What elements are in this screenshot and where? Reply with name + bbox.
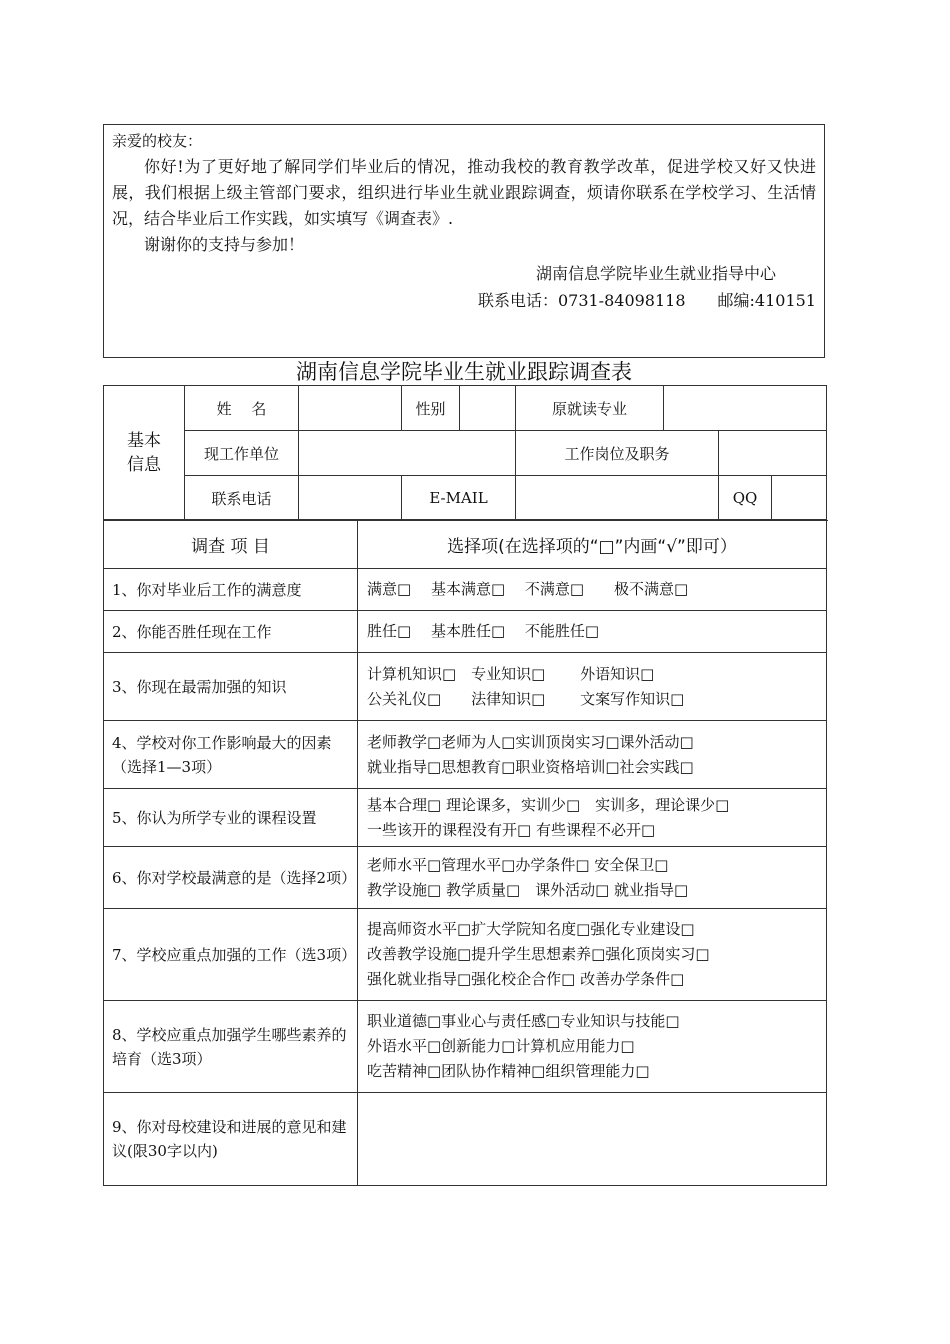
major-label: 原就读专业 xyxy=(516,386,664,431)
letter-greeting: 亲爱的校友： xyxy=(112,132,203,150)
position-label: 工作岗位及职务 xyxy=(516,431,719,476)
letter-org: 湖南信息学院毕业生就业指导中心 xyxy=(535,264,776,283)
basic-info-label: 基本信息 xyxy=(104,386,185,521)
option-line[interactable]: 吃苦精神□团队协作精神□组织管理能力□ xyxy=(367,1062,650,1080)
options-6[interactable] xyxy=(358,847,827,909)
option-line[interactable]: 教学设施□ 教学质量□ 课外活动□ 就业指导□ xyxy=(367,880,689,899)
options-1[interactable] xyxy=(358,569,827,611)
employer-label: 现工作单位 xyxy=(185,431,299,476)
question-3: 3、你现在最需加强的知识 xyxy=(104,653,358,721)
option-line[interactable]: 强化就业指导□强化校企合作□ 改善办学条件□ xyxy=(367,970,685,988)
option-line[interactable]: 职业道德□事业心与责任感□专业知识与技能□ xyxy=(367,1012,680,1030)
letter-thanks: 谢谢你的支持与参加！ xyxy=(144,235,305,254)
qq-input[interactable] xyxy=(772,476,827,521)
option-line[interactable]: 就业指导□思想教育□职业资格培训□社会实践□ xyxy=(367,757,694,776)
question-9: 9、你对母校建设和进展的意见和建议(限30字以内) xyxy=(104,1093,358,1186)
intro-letter xyxy=(103,124,825,358)
gender-input[interactable] xyxy=(460,386,516,431)
basic-info-table xyxy=(103,385,827,521)
name-input[interactable] xyxy=(299,386,402,431)
option-line[interactable]: 老师教学□老师为人□实训顶岗实习□课外活动□ xyxy=(367,732,694,751)
form-title: 湖南信息学院毕业生就业跟踪调查表 xyxy=(296,360,632,384)
option-line[interactable]: 满意□ 基本满意□ 不满意□ 极不满意□ xyxy=(367,580,689,598)
options-4[interactable] xyxy=(358,721,827,789)
phone-label: 联系电话 xyxy=(185,476,299,521)
option-line[interactable]: 公关礼仪□ 法律知识□ 文案写作知识□ xyxy=(367,689,685,708)
option-line[interactable]: 基本合理□ 理论课多，实训少□ 实训多，理论课少□ xyxy=(367,795,730,814)
letter-contact: 联系电话：0731-84098118 邮编:410151 xyxy=(477,291,816,310)
question-4: 4、学校对你工作影响最大的因素（选择1—3项） xyxy=(104,721,358,789)
gender-label: 性别 xyxy=(402,386,460,431)
question-7: 7、学校应重点加强的工作（选3项） xyxy=(104,909,358,1001)
email-input[interactable] xyxy=(516,476,719,521)
phone-input[interactable] xyxy=(299,476,402,521)
option-line[interactable]: 提高师资水平□扩大学院知名度□强化专业建设□ xyxy=(367,920,695,938)
letter-body: 你好!为了更好地了解同学们毕业后的情况，推动我校的教育教学改革，促进学校又好又快进展，我们根据上级主管部门要求，组织进行毕业生就业跟踪调查，烦请你联系在学校学习、生活情况，结合毕业后工作实践，如实填写《调查表》. xyxy=(112,157,816,228)
employer-input[interactable] xyxy=(299,431,516,476)
option-line[interactable]: 胜任□ 基本胜任□ 不能胜任□ xyxy=(367,622,600,640)
options-3[interactable] xyxy=(358,653,827,721)
suggestion-input[interactable] xyxy=(358,1093,827,1186)
question-5: 5、你认为所学专业的课程设置 xyxy=(104,789,358,847)
major-input[interactable] xyxy=(664,386,827,431)
option-line[interactable]: 改善教学设施□提升学生思想素养□强化顶岗实习□ xyxy=(367,945,710,963)
survey-item-header: 调查 项 目 xyxy=(104,520,358,569)
options-5[interactable] xyxy=(358,789,827,847)
option-line[interactable]: 计算机知识□ 专业知识□ 外语知识□ xyxy=(367,664,655,683)
option-line[interactable]: 外语水平□创新能力□计算机应用能力□ xyxy=(367,1037,635,1055)
question-8: 8、学校应重点加强学生哪些素养的培育（选3项） xyxy=(104,1001,358,1093)
question-2: 2、你能否胜任现在工作 xyxy=(104,611,358,653)
position-input[interactable] xyxy=(719,431,827,476)
survey-options-header: 选择项(在选择项的“□”内画“√”即可） xyxy=(358,520,827,569)
option-line[interactable]: 一些该开的课程没有开□ 有些课程不必开□ xyxy=(367,820,656,839)
survey-table xyxy=(103,519,827,1186)
name-label: 姓 名 xyxy=(185,386,299,431)
options-2[interactable] xyxy=(358,611,827,653)
options-7[interactable] xyxy=(358,909,827,1001)
question-6: 6、你对学校最满意的是（选择2项） xyxy=(104,847,358,909)
qq-label: QQ xyxy=(719,476,772,521)
options-8[interactable] xyxy=(358,1001,827,1093)
option-line[interactable]: 老师水平□管理水平□办学条件□ 安全保卫□ xyxy=(367,855,669,874)
question-1: 1、你对毕业后工作的满意度 xyxy=(104,569,358,611)
email-label: E-MAIL xyxy=(402,476,516,521)
